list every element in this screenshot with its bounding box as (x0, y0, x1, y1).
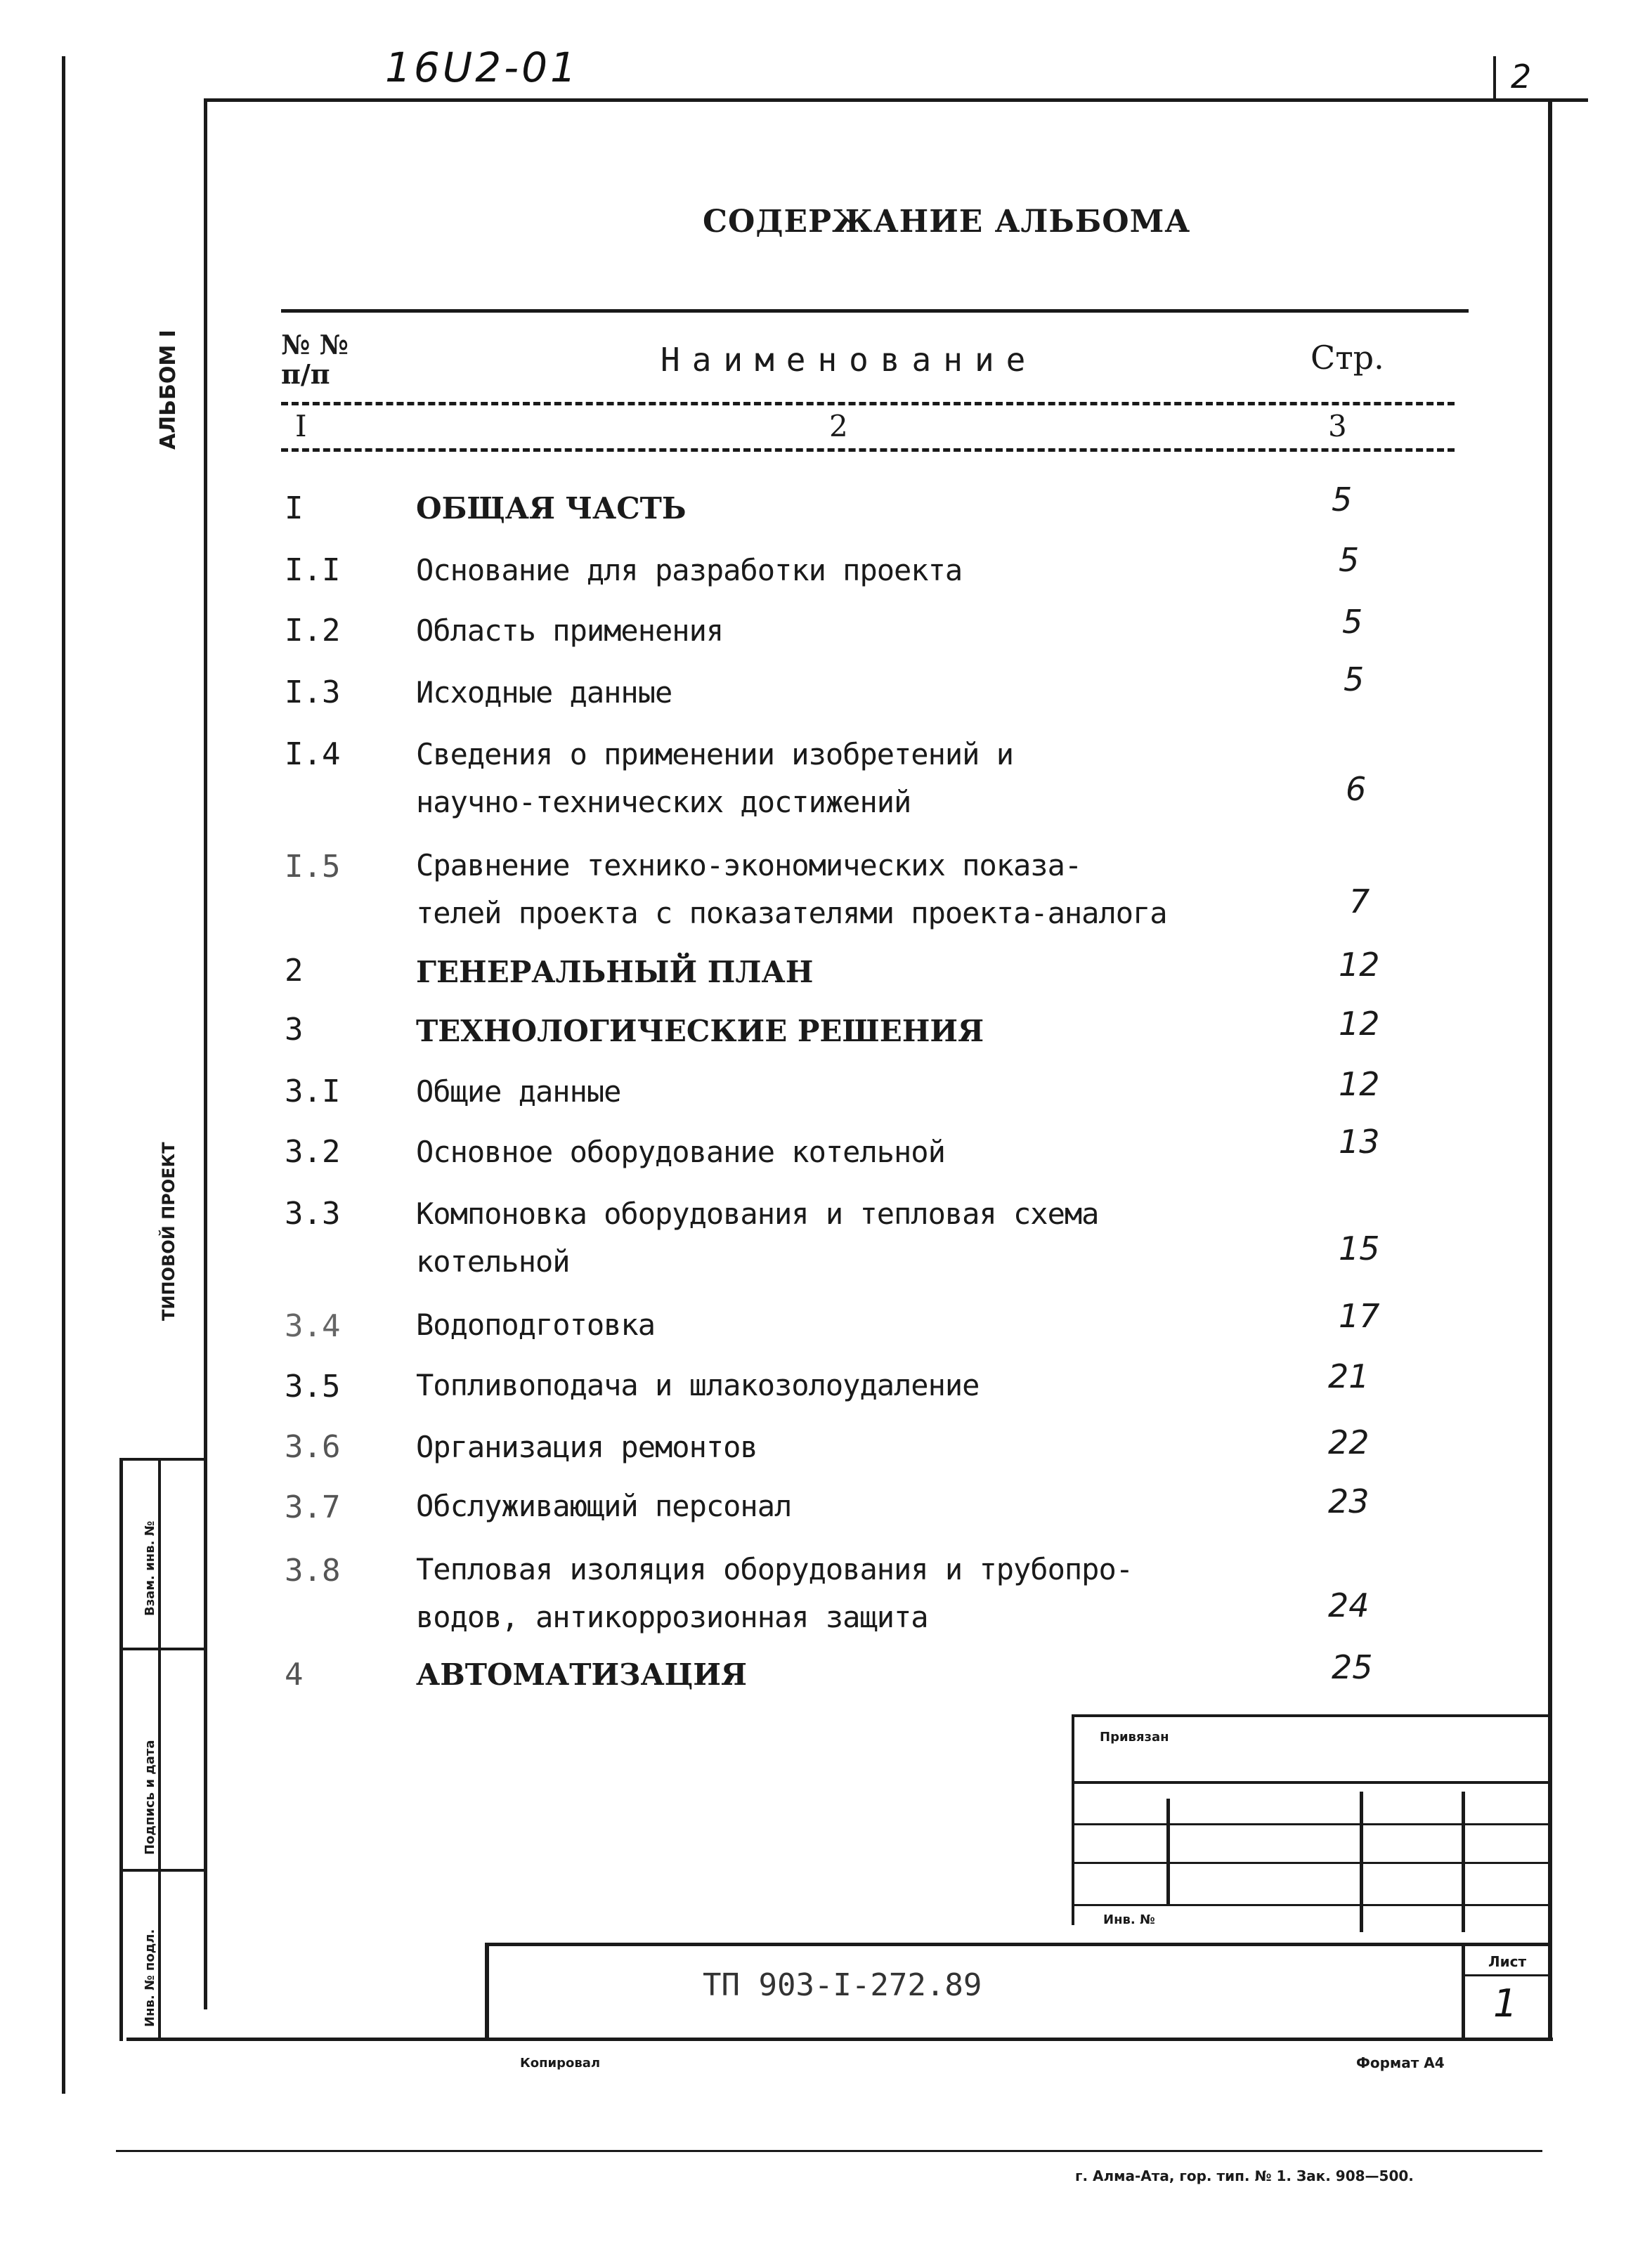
sheet-label: Лист (1488, 1953, 1527, 1970)
row-page: 5 (1344, 660, 1365, 698)
row-title: Основное оборудование котельной (416, 1135, 945, 1169)
column-number-2: 2 (829, 409, 848, 443)
inv-original-label: Инв. № подл. (143, 1929, 157, 2027)
table-top-rule (281, 309, 1469, 313)
column-numbers-dashed-rule (281, 448, 1455, 452)
frame-right (1548, 98, 1552, 2038)
album-label: АЛЬБОМ I (156, 330, 181, 450)
column-number-1: I (295, 409, 307, 443)
header-dashed-rule (281, 402, 1455, 405)
project-label: ТИПОВОЙ ПРОЕКТ (159, 1142, 178, 1321)
row-title: Компоновка оборудования и тепловая схема котельной (416, 1197, 1099, 1279)
row-number: I.I (285, 552, 341, 588)
sheet-label-rule (1462, 1974, 1549, 1976)
frame-bottom (126, 2038, 1553, 2041)
stamp-row-2 (1072, 1823, 1549, 1825)
row-page: 12 (1339, 1065, 1380, 1103)
row-page: 22 (1328, 1423, 1370, 1461)
row-title: Область применения (416, 613, 724, 648)
row-number: I (285, 490, 304, 526)
header-page: Стр. (1310, 339, 1384, 377)
row-number: 4 (285, 1657, 304, 1693)
row-title: Основание для разработки проекта (416, 553, 963, 587)
row-page: 5 (1342, 603, 1363, 641)
row-title: Общие данные (416, 1074, 621, 1109)
stamp-row-3 (1072, 1862, 1549, 1864)
page-bottom-rule (116, 2150, 1542, 2152)
stamp-col-1 (1166, 1799, 1170, 1904)
side-top (119, 1458, 204, 1461)
handwritten-archive-number: 16U2-01 (385, 44, 579, 91)
corner-box-line (1493, 56, 1496, 100)
row-title: ГЕНЕРАЛЬНЫЙ ПЛАН (416, 955, 814, 989)
side-col-mid (158, 1458, 161, 2041)
page-title: СОДЕРЖАНИЕ АЛЬБОМА (703, 204, 1191, 240)
row-number: 3.4 (285, 1308, 341, 1344)
row-number: 3.8 (285, 1553, 341, 1589)
stamp-left (1072, 1714, 1074, 1925)
stamp-row-1 (1072, 1781, 1549, 1784)
stamp-col-3 (1462, 1792, 1465, 1932)
row-page: 5 (1339, 541, 1360, 579)
row-page: 13 (1339, 1123, 1380, 1161)
row-title: Топливоподача и шлакозолоудаление (416, 1368, 980, 1402)
row-title: ОБЩАЯ ЧАСТЬ (416, 491, 687, 526)
row-number: 3.7 (285, 1489, 341, 1525)
row-title: Обслуживающий персонал (416, 1489, 792, 1523)
row-number: 3.3 (285, 1196, 341, 1232)
row-number: 3.6 (285, 1429, 341, 1465)
row-page: 15 (1339, 1230, 1380, 1267)
row-number: 2 (285, 953, 304, 989)
row-page: 5 (1332, 481, 1353, 519)
sheet-number: 1 (1493, 1981, 1518, 2026)
replace-inv-label: Взам. инв. № (143, 1520, 157, 1616)
document-code: ТП 903-I-272.89 (703, 1967, 982, 2003)
printer-imprint: г. Алма-Ата, гор. тип. № 1. Зак. 908—500. (1075, 2167, 1414, 2184)
row-title: Организация ремонтов (416, 1430, 757, 1464)
row-number: 3.5 (285, 1369, 341, 1404)
row-number: 3.2 (285, 1134, 341, 1170)
column-number-3: 3 (1328, 409, 1347, 443)
row-page: 6 (1346, 770, 1367, 808)
side-col-left (119, 1458, 123, 2041)
inv-label: Инв. № (1103, 1912, 1155, 1927)
row-number: I.2 (285, 613, 341, 648)
row-number: I.4 (285, 736, 341, 772)
row-page: 24 (1328, 1586, 1370, 1624)
row-title: ТЕХНОЛОГИЧЕСКИЕ РЕШЕНИЯ (416, 1014, 984, 1048)
stamp-top (1072, 1714, 1549, 1717)
header-name: Наименование (661, 341, 1038, 379)
row-title: АВТОМАТИЗАЦИЯ (416, 1657, 747, 1692)
row-page: 12 (1339, 1005, 1380, 1043)
side-rule-1 (119, 1648, 204, 1650)
row-page: 25 (1332, 1648, 1373, 1686)
format-label: Формат А4 (1356, 2054, 1445, 2071)
title-block-sheet-divider (1462, 1943, 1465, 2041)
row-number: I.3 (285, 674, 341, 710)
row-page: 21 (1328, 1357, 1370, 1395)
stamp-col-2 (1360, 1792, 1363, 1932)
copied-label: Копировал (520, 2056, 601, 2071)
row-title: Тепловая изоляция оборудования и трубопро- водов, антикоррозионная защита (416, 1552, 1133, 1634)
row-number: I.5 (285, 849, 341, 885)
row-page: 17 (1339, 1297, 1380, 1335)
frame-top (204, 98, 1588, 102)
title-block-left (485, 1943, 489, 2041)
row-number: 3.I (285, 1074, 341, 1109)
side-rule-2 (119, 1869, 204, 1872)
sign-date-label: Подпись и дата (143, 1740, 157, 1855)
binding-label: Привязан (1100, 1730, 1169, 1745)
frame-left (204, 98, 207, 2009)
row-number: 3 (285, 1012, 304, 1048)
header-number: № № п/п (281, 329, 349, 390)
row-title: Сведения о применении изобретений и научно-технических достижений (416, 737, 1014, 819)
left-binding-line (62, 56, 65, 2094)
row-page: 23 (1328, 1482, 1370, 1520)
row-title: Исходные данные (416, 675, 672, 710)
row-page: 12 (1339, 946, 1380, 984)
stamp-row-4 (1072, 1904, 1549, 1906)
row-title: Водоподготовка (416, 1308, 656, 1342)
title-block-top (485, 1943, 1549, 1946)
corner-sheet-mark: 2 (1511, 58, 1532, 96)
row-page: 7 (1349, 882, 1370, 920)
row-title: Сравнение технико-экономических показа- телей проекта с показателями проекта-аналога (416, 848, 1167, 930)
